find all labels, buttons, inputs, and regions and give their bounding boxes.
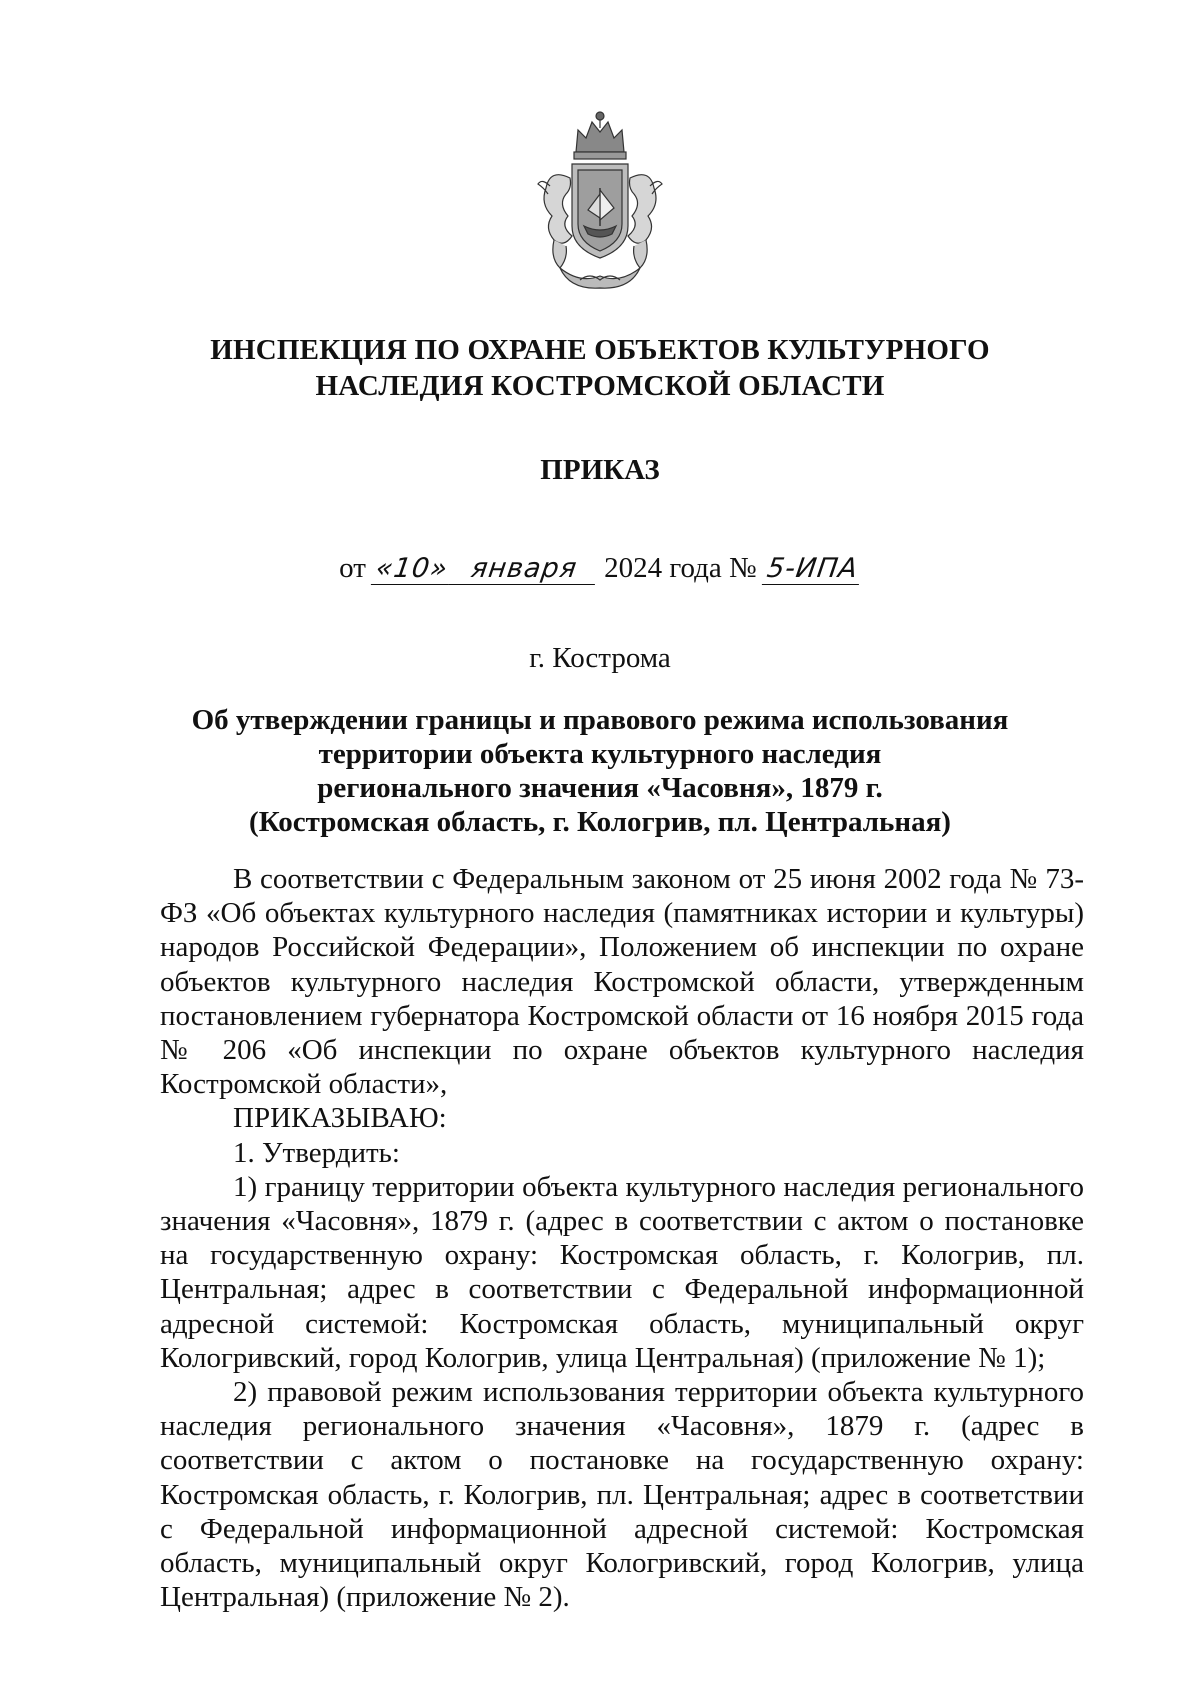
subject-line-4: (Костромская область, г. Кологрив, пл. Центральная) — [249, 806, 951, 838]
date-prefix: от — [339, 552, 366, 584]
coat-of-arms-icon — [520, 108, 680, 293]
sub-item-2: 2) правовой режим использования территории объекта культурного наследия регионального значения «Часовня», 1879 г. (адрес в соответствии с актом о постановке на государственную охрану: Костромская область, г. Кологрив, пл. Центральная; адрес в соответствии с Федеральной информационной адресной системой: Костромская область, муниципальный округ Кологривский, город Кологрив, улица Центральная) (приложение № 2). — [160, 1376, 1084, 1614]
handwritten-order-number: 5-ИПА — [762, 554, 863, 585]
sub-item-1: 1) границу территории объекта культурного наследия регионального значения «Часовня», 1879 г. (адрес в соответствии с актом о постановке на государственную охрану: Костромская область, г. Кологрив, пл. Центральная; адрес в соответствии с Федеральной информационной адресной системой: Костромская область, муниципальный округ Кологривский, город Кологрив, улица Центральная) (приложение № 1); — [160, 1170, 1084, 1374]
preamble-paragraph: В соответствии с Федеральным законом от 25 июня 2002 года № 73-ФЗ «Об объектах культурного наследия (памятниках истории и культуры) народов Российской Федерации», Положением об инспекции по охране объектов культурного наследия Костромской области, утвержденным постановлением губернатора Костромской области от 16 ноября 2015 года № 206 «Об инспекции по охране объектов культурного наследия Костромской области», — [160, 863, 1084, 1101]
order-subject — [160, 703, 1040, 839]
date-number-line — [160, 548, 1040, 588]
subject-line-1: Об утверждении границы и правового режима использования — [191, 704, 1009, 736]
item-1: 1. Утвердить: — [233, 1136, 400, 1169]
subject-line-3: регионального значения «Часовня», 1879 г. — [317, 772, 883, 804]
subject-line-2: территории объекта культурного наследия — [318, 738, 882, 770]
handwritten-month: января — [449, 554, 599, 585]
organization-title-line-2: НАСЛЕДИЯ КОСТРОМСКОЙ ОБЛАСТИ — [315, 370, 885, 402]
handwritten-day: «10» — [371, 554, 453, 585]
order-word: ПРИКАЗЫВАЮ: — [233, 1102, 447, 1135]
organization-title — [160, 332, 1040, 404]
order-body — [160, 862, 1084, 1614]
document-type: ПРИКАЗ — [540, 454, 660, 486]
city-line: г. Кострома — [529, 642, 671, 674]
organization-title-line-1: ИНСПЕКЦИЯ ПО ОХРАНЕ ОБЪЕКТОВ КУЛЬТУРНОГО — [210, 334, 990, 366]
year-and-number-label: 2024 года № — [604, 552, 757, 584]
